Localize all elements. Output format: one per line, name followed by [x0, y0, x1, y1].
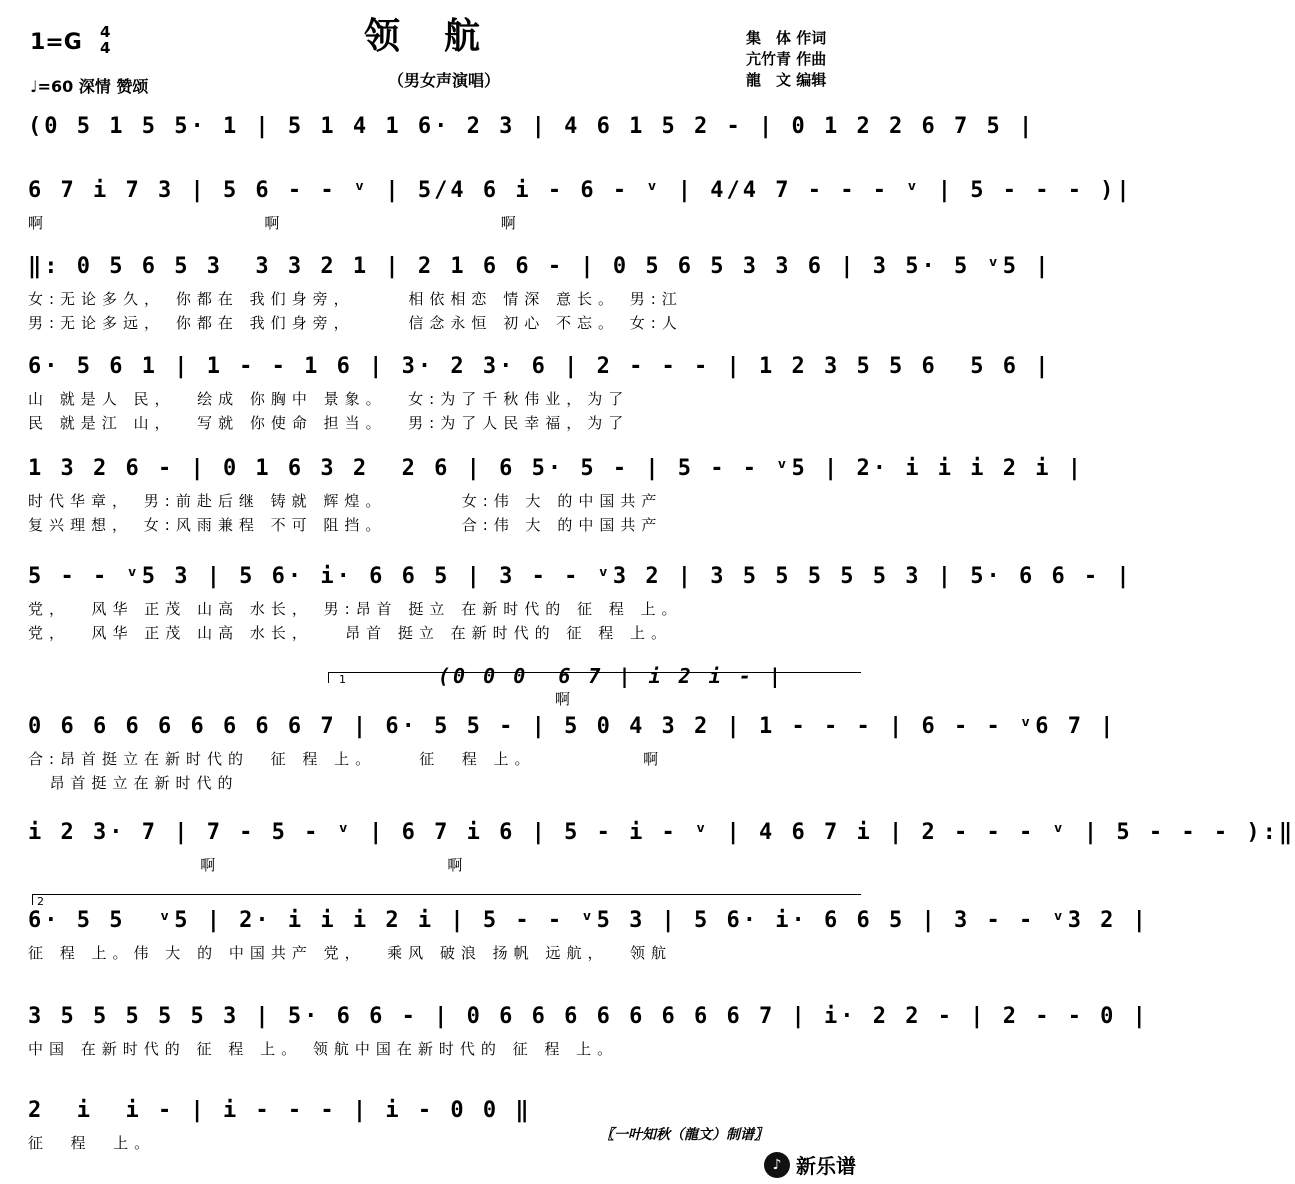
- notes-line: 2 i i - | i - - - | i - 0 0 ‖: [28, 1098, 532, 1123]
- meter-top: 4: [100, 23, 111, 41]
- second-ending-bracket: [32, 894, 861, 908]
- notes-line: ‖: 0 5 6 5 3 3 3 2 1 | 2 1 6 6 - | 0 5 6 5 3 3 6 | 3 5· 5 ᵛ5 |: [28, 254, 1052, 279]
- lyrics-line-2: 复兴理想， 女:风雨兼程 不可 阻挡。 合:伟 大 的中国共产: [28, 516, 663, 534]
- music-note-icon: ♪: [764, 1152, 790, 1178]
- lyrics-line-1: 征 程 上。: [28, 1134, 156, 1152]
- credit-editor: 龍 文 编辑: [746, 71, 827, 89]
- lyrics-line-1: 啊 啊 啊: [28, 214, 522, 232]
- lyrics-line-2: 男:无论多远， 你都在 我们身旁， 信念永恒 初心 不忘。 女:人: [28, 314, 683, 332]
- lyrics-line-2: 民 就是江 山， 写就 你使命 担当。 男:为了人民幸福，为了: [28, 414, 630, 432]
- song-title: 领航: [363, 16, 524, 57]
- meter-bottom: 4: [100, 39, 111, 57]
- key-signature: 1=G: [30, 30, 82, 55]
- notes-line: (0 5 1 5 5· 1 | 5 1 4 1 6· 2 3 | 4 6 1 5 2 - | 0 1 2 2 6 7 5 |: [28, 114, 1036, 139]
- credit-composer: 亢竹青 作曲: [746, 50, 827, 68]
- notes-line: 6· 5 5 ᵛ5 | 2· i i i 2 i | 5 - - ᵛ5 3 | 5 6· i· 6 6 5 | 3 - - ᵛ3 2 |: [28, 908, 1149, 933]
- tempo-marking: ♩=60 深情 赞颂: [30, 77, 149, 96]
- notes-line: 6 7 i 7 3 | 5 6 - - ᵛ | 5/4 6 i - 6 - ᵛ | 4/4 7 - - - ᵛ | 5 - - - )|: [28, 178, 1133, 203]
- notes-line: 3 5 5 5 5 5 3 | 5· 6 6 - | 0 6 6 6 6 6 6 6 6 7 | i· 2 2 - | 2 - - 0 |: [28, 1004, 1149, 1029]
- lyrics-line-1: 女:无论多久， 你都在 我们身旁， 相依相恋 情深 意长。 男:江: [28, 290, 683, 308]
- credit-lyricist: 集 体 作词: [746, 29, 827, 47]
- notes-line: 6· 5 6 1 | 1 - - 1 6 | 3· 2 3· 6 | 2 - - - | 1 2 3 5 5 6 5 6 |: [28, 354, 1052, 379]
- lyrics-line-1: 合:昂首挺立在新时代的 征 程 上。 征 程 上。 啊: [28, 750, 665, 768]
- notes-line: 5 - - ᵛ5 3 | 5 6· i· 6 6 5 | 3 - - ᵛ3 2 | 3 5 5 5 5 5 3 | 5· 6 6 - |: [28, 564, 1133, 589]
- site-logo: [764, 1150, 856, 1179]
- lyrics-line-1: 党， 风华 正茂 山高 水长， 男:昂首 挺立 在新时代的 征 程 上。: [28, 600, 683, 618]
- lyrics-line-1: 征 程 上。伟 大 的 中国共产 党， 乘风 破浪 扬帆 远航， 领航: [28, 944, 672, 962]
- volta-2-label: 2: [37, 895, 44, 908]
- transcriber-signature: 〖一叶知秋（龍文）制谱〗: [600, 1127, 768, 1143]
- lyrics-line-1: 时代华章， 男:前赴后继 铸就 辉煌。 女:伟 大 的中国共产: [28, 492, 663, 510]
- song-subtitle: （男女声演唱）: [387, 71, 500, 90]
- interlude-notes: (0 0 0 6 7 | i 2 i - |: [438, 664, 784, 688]
- credits: [746, 28, 826, 91]
- volta-1-label: 1: [339, 673, 346, 686]
- notes-line: 1 3 2 6 - | 0 1 6 3 2 2 6 | 6 5· 5 - | 5 - - ᵛ5 | 2· i i i 2 i |: [28, 456, 1084, 481]
- interlude-lyric: 啊: [555, 690, 571, 708]
- notes-line: i 2 3· 7 | 7 - 5 - ᵛ | 6 7 i 6 | 5 - i - ᵛ | 4 6 7 i | 2 - - - ᵛ | 5 - - - ):‖: [28, 820, 1295, 845]
- lyrics-line-1: 山 就是人 民， 绘成 你胸中 景象。 女:为了千秋伟业，为了: [28, 390, 630, 408]
- lyrics-line-2: 党， 风华 正茂 山高 水长， 昂首 挺立 在新时代的 征 程 上。: [28, 624, 672, 642]
- notes-line: 0 6 6 6 6 6 6 6 6 7 | 6· 5 5 - | 5 0 4 3 2 | 1 - - - | 6 - - ᵛ6 7 |: [28, 714, 1117, 739]
- lyrics-line-1: 啊 啊: [28, 856, 469, 874]
- site-logo-text: 新乐谱: [796, 1154, 856, 1178]
- lyrics-line-2: 昂首挺立在新时代的: [28, 774, 239, 792]
- lyrics-line-1: 中国 在新时代的 征 程 上。 领航中国在新时代的 征 程 上。: [28, 1040, 619, 1058]
